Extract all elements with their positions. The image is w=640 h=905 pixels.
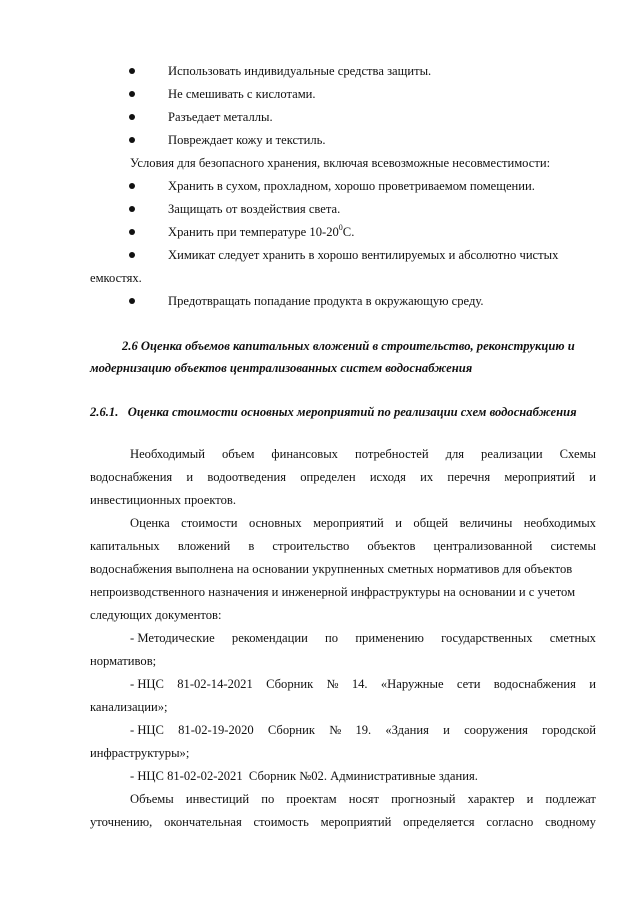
document-item-continuation: нормативов; [90, 654, 157, 668]
bullet-icon [129, 252, 135, 258]
paragraph-line: следующих документов: [90, 608, 222, 622]
degree-superscript: 0 [338, 222, 343, 232]
bullet-item: Использовать индивидуальные средства защиты. [168, 64, 432, 78]
document-item: - НЦС 81-02-14-2021 Сборник № 14. «Наружные сети водоснабжения и [130, 677, 596, 691]
bullet-icon [129, 68, 135, 74]
paragraph-line: капитальных вложений в строительство объектов централизованной системы [90, 539, 596, 553]
bullet-item: Повреждает кожу и текстиль. [168, 133, 326, 147]
bullet-item: Не смешивать с кислотами. [168, 87, 316, 101]
section-heading: 2.6 Оценка объемов капитальных вложений в строительство, реконструкцию и [122, 339, 575, 353]
subsection-heading: 2.6.1. Оценка стоимости основных мероприятий по реализации схем водоснабжения [90, 405, 577, 419]
document-item: - НЦС 81-02-19-2020 Сборник № 19. «Здания и сооружения городской [130, 723, 596, 737]
bullet-icon [129, 91, 135, 97]
storage-intro: Условия для безопасного хранения, включая всевозможные несовместимости: [130, 156, 551, 170]
bullet-icon [129, 206, 135, 212]
document-item: - Методические рекомендации по применению государственных сметных [130, 631, 596, 645]
bullet-item-temperature: Хранить при температуре $10-20^0С$. [168, 222, 355, 239]
paragraph-line: уточнению, окончательная стоимость мероприятий определяется согласно сводному [90, 815, 596, 829]
paragraph-line: Объемы инвестиций по проектам носят прогнозный характер и подлежат [130, 792, 596, 806]
bullet-item-continuation: емкостях. [90, 271, 142, 285]
document-item-continuation: инфраструктуры»; [90, 746, 190, 760]
bullet-icon [129, 137, 135, 143]
bullet-icon [129, 183, 135, 189]
document-item-continuation: канализации»; [90, 700, 168, 714]
bullet-item: Хранить в сухом, прохладном, хорошо проветриваемом помещении. [168, 179, 535, 193]
bullet-icon [129, 298, 135, 304]
paragraph-line: водоснабжения выполнена на основании укрупненных сметных нормативов для объектов [90, 562, 573, 576]
paragraph-line: Необходимый объем финансовых потребностей для реализации Схемы [130, 447, 596, 461]
bullet-item: Предотвращать попадание продукта в окружающую среду. [168, 294, 484, 308]
paragraph-line: водоснабжения и водоотведения определен исходя их перечня мероприятий и [90, 470, 596, 484]
paragraph-line: непроизводственного назначения и инженерной инфраструктуры на основании и с учетом [90, 585, 576, 599]
section-heading-continuation: модернизацию объектов централизованных систем водоснабжения [90, 361, 473, 375]
bullet-item: Химикат следует хранить в хорошо вентилируемых и абсолютно чистых [168, 248, 559, 262]
bullet-item: Разъедает металлы. [168, 110, 273, 124]
paragraph-line: инвестиционных проектов. [90, 493, 237, 507]
bullet-icon [129, 229, 135, 235]
paragraph-line: Оценка стоимости основных мероприятий и общей величины необходимых [130, 516, 596, 530]
bullet-icon [129, 114, 135, 120]
bullet-item: Защищать от воздействия света. [168, 202, 341, 216]
document-item: - НЦС 81-02-02-2021 Сборник №02. Административные здания. [130, 769, 478, 783]
